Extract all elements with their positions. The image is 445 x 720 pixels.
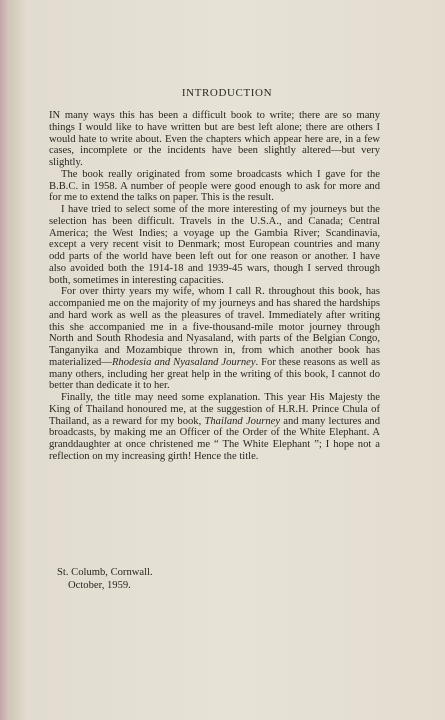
signoff-place: St. Columb, Cornwall. (57, 567, 153, 578)
paragraph-4-text-a: For over thirty years my wife, whom I call R. throughout this book, has accompanied me on the majority of my journeys and has shared the hardships and hard work as well as the pleasures of travel. Immediately after writing this she accompanied me in a five-thousand-mile motor journey through North and South Rhodesia and Nyasaland, with parts of the Belgian Congo, Tanganyika and Mozambique thrown in, from which another book has materialized— (49, 286, 380, 368)
book-title-rhodesia: Rhodesia and Nyasaland Journey (111, 356, 256, 368)
book-title-thailand: Thailand Journey (204, 415, 281, 427)
paragraph-1: IN many ways this has been a difficult book to write; there are so many things I would like to have written but are best left alone; there are others I would hate to write about. Even the chapters which appear here are, in a few cases, incomplete or the incidents have been slightly altered—but very slightly. (49, 110, 380, 168)
paragraph-4-text-b: . For these reasons as well as many others, including her great help in the writing of this book, I cannot do better than dedicate it to her. (49, 356, 380, 392)
paragraph-5-text-b: and many lectures and broadcasts, by making me an Officer of the Order of the White Elephant. A granddaughter at once christened me “ The White Elephant ”; I hope not a reflection on my increasing girth! Hence the title. (49, 415, 381, 462)
signoff-date: October, 1959. (68, 580, 131, 591)
introduction-text (49, 110, 380, 463)
paragraph-3: I have tried to select some of the more interesting of my journeys but the selection has been difficult. Travels in the U.S.A., and Canada; Central America; the West Indies; a voyage up the Gambia River; Scandinavia, except a very recent visit to Denmark; most European countries and many odd parts of the world have been left out for one reason or another. I have also avoided both the 1914-18 and 1939-45 wars, though I served through both, sometimes in interesting capacities. (49, 204, 380, 286)
paragraph-2: The book really originated from some broadcasts which I gave for the B.B.C. in 1958. A number of people were good enough to ask for more and for me to extend the talks on paper. This is the result. (49, 168, 380, 204)
paragraph-4 (49, 286, 380, 392)
book-page (9, 0, 445, 720)
paragraph-5-text-a: Finally, the title may need some explanation. This year His Majesty the King of Thailand honoured me, at the suggestion of H.R.H. Prince Chula of Thailand, as a reward for my book, (49, 392, 380, 427)
chapter-title: INTRODUCTION (181, 87, 273, 99)
signoff (57, 566, 153, 592)
book-spine-edge (0, 0, 9, 720)
paragraph-5 (49, 392, 380, 463)
